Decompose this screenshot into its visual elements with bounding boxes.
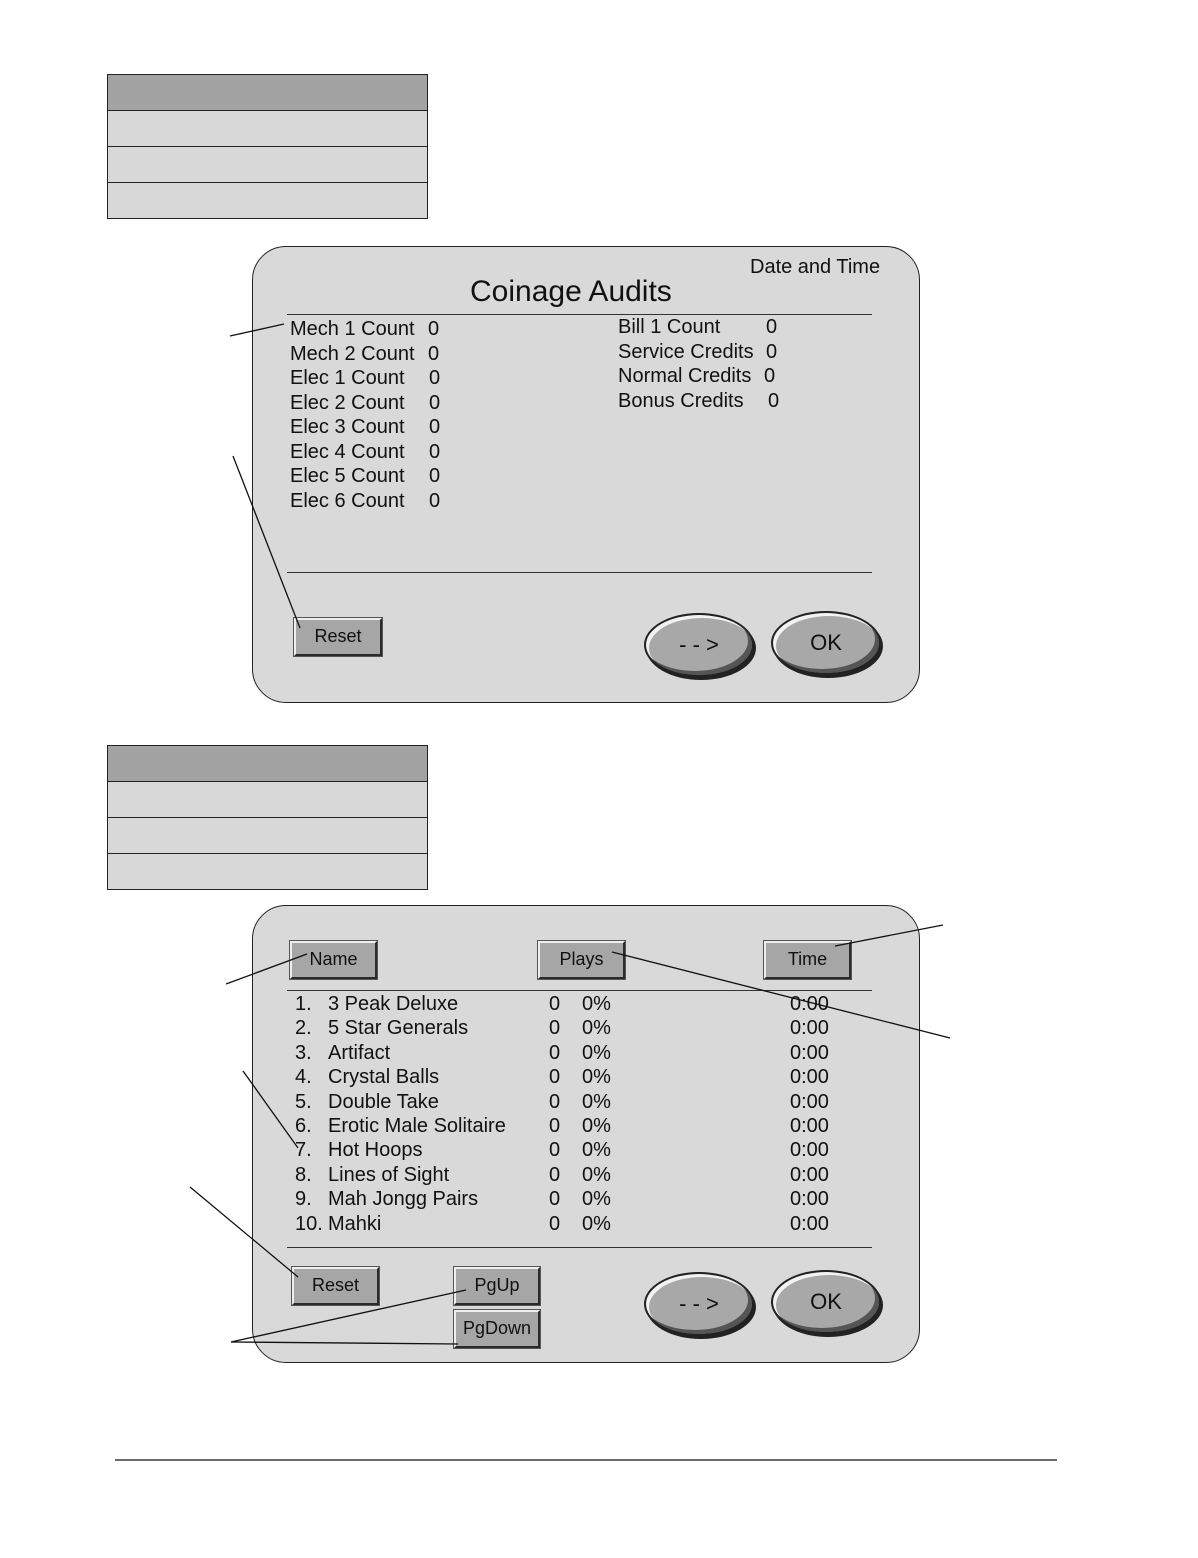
coin-value: 0: [428, 342, 440, 365]
game-name: Mahki: [328, 1212, 382, 1235]
date-time-label: Date and Time: [750, 256, 881, 278]
row-number: 9.: [295, 1188, 312, 1211]
game-time: 0:00: [790, 1212, 829, 1235]
game-plays: 0: [549, 1066, 561, 1089]
game-name: Artifact: [328, 1041, 391, 1064]
coin-label: Elec 5 Count: [290, 465, 405, 487]
game-plays: 0: [549, 1139, 561, 1162]
game-name: Lines of Sight: [328, 1163, 450, 1186]
coin-value: 0: [429, 440, 441, 463]
game-plays: 0: [549, 1188, 561, 1211]
game-percent: 0%: [582, 1066, 611, 1089]
game-plays: 0: [549, 1163, 561, 1186]
game-time: 0:00: [790, 993, 829, 1015]
page-down-button[interactable]: PgDown: [454, 1310, 540, 1348]
callout-line: [612, 952, 950, 1038]
game-time: 0:00: [790, 1041, 829, 1064]
reset-button[interactable]: Reset: [294, 618, 382, 656]
game-plays: 0: [549, 1090, 561, 1113]
callout-line: [226, 954, 307, 984]
coin-value: 0: [429, 391, 441, 414]
row-number: 8.: [295, 1163, 312, 1186]
row-number: 10.: [295, 1212, 323, 1235]
row-number: 4.: [295, 1066, 312, 1089]
game-name: 5 Star Generals: [328, 1017, 469, 1040]
coin-label: Elec 1 Count: [290, 367, 405, 389]
coin-label: Mech 1 Count: [290, 318, 415, 340]
game-plays: 0: [549, 993, 561, 1015]
coin-value: 0: [429, 367, 441, 389]
row-number: 7.: [295, 1139, 312, 1162]
callout-line: [835, 925, 943, 946]
game-percent: 0%: [582, 1114, 611, 1137]
game-name: Hot Hoops: [328, 1139, 423, 1162]
coin-label: Elec 3 Count: [290, 416, 405, 438]
sort-plays-button[interactable]: Plays: [538, 941, 625, 979]
page-title: Coinage Audits: [470, 275, 672, 308]
coin-label: Elec 2 Count: [290, 391, 405, 414]
coin-label: Elec 4 Count: [290, 440, 405, 463]
coin-value: 0: [764, 365, 776, 387]
row-number: 3.: [295, 1041, 312, 1064]
game-time: 0:00: [790, 1090, 829, 1113]
next-button[interactable]: - - >: [644, 1272, 754, 1336]
coin-value: 0: [766, 340, 778, 363]
coin-value: 0: [429, 465, 441, 487]
game-percent: 0%: [582, 1188, 611, 1211]
game-name: Double Take: [328, 1090, 439, 1113]
row-number: 6.: [295, 1114, 312, 1137]
game-time: 0:00: [790, 1066, 829, 1089]
next-button[interactable]: - - >: [644, 613, 754, 677]
coin-label: Mech 2 Count: [290, 342, 415, 365]
coin-value: 0: [768, 389, 780, 412]
game-time: 0:00: [790, 1163, 829, 1186]
game-percent: 0%: [582, 1139, 611, 1162]
coin-label: Bonus Credits: [618, 389, 744, 412]
coin-value: 0: [429, 416, 441, 438]
callout-line: [190, 1187, 298, 1277]
game-percent: 0%: [582, 993, 611, 1015]
coin-value: 0: [429, 489, 441, 512]
callout-line: [231, 1290, 466, 1342]
game-plays: 0: [549, 1041, 561, 1064]
callout-line: [243, 1071, 298, 1148]
reset-button[interactable]: Reset: [292, 1267, 379, 1305]
coin-value: 0: [766, 316, 778, 338]
coin-label: Elec 6 Count: [290, 489, 405, 512]
row-number: 2.: [295, 1017, 312, 1040]
game-percent: 0%: [582, 1212, 611, 1235]
coin-label: Normal Credits: [618, 365, 752, 387]
game-name: Mah Jongg Pairs: [328, 1188, 479, 1211]
page-up-button[interactable]: PgUp: [454, 1267, 540, 1305]
game-name: Crystal Balls: [328, 1066, 440, 1089]
game-plays: 0: [549, 1114, 561, 1137]
game-percent: 0%: [582, 1090, 611, 1113]
row-number: 5.: [295, 1090, 312, 1113]
sort-name-button[interactable]: Name: [290, 941, 377, 979]
ok-button[interactable]: OK: [771, 1270, 881, 1334]
game-percent: 0%: [582, 1163, 611, 1186]
game-percent: 0%: [582, 1041, 611, 1064]
coin-value: 0: [428, 318, 440, 340]
game-plays: 0: [549, 1017, 561, 1040]
coin-label: Bill 1 Count: [618, 316, 721, 338]
row-number: 1.: [295, 993, 312, 1015]
coin-label: Service Credits: [618, 340, 754, 363]
ok-button[interactable]: OK: [771, 611, 881, 675]
game-time: 0:00: [790, 1114, 829, 1137]
game-name: Erotic Male Solitaire: [328, 1114, 506, 1137]
game-name: 3 Peak Deluxe: [328, 993, 459, 1015]
game-time: 0:00: [790, 1139, 829, 1162]
callout-line: [233, 456, 300, 628]
game-time: 0:00: [790, 1188, 829, 1211]
callout-line: [230, 324, 284, 336]
game-time: 0:00: [790, 1017, 829, 1040]
game-percent: 0%: [582, 1017, 611, 1040]
sort-time-button[interactable]: Time: [764, 941, 851, 979]
game-plays: 0: [549, 1212, 561, 1235]
callout-line: [231, 1342, 458, 1344]
